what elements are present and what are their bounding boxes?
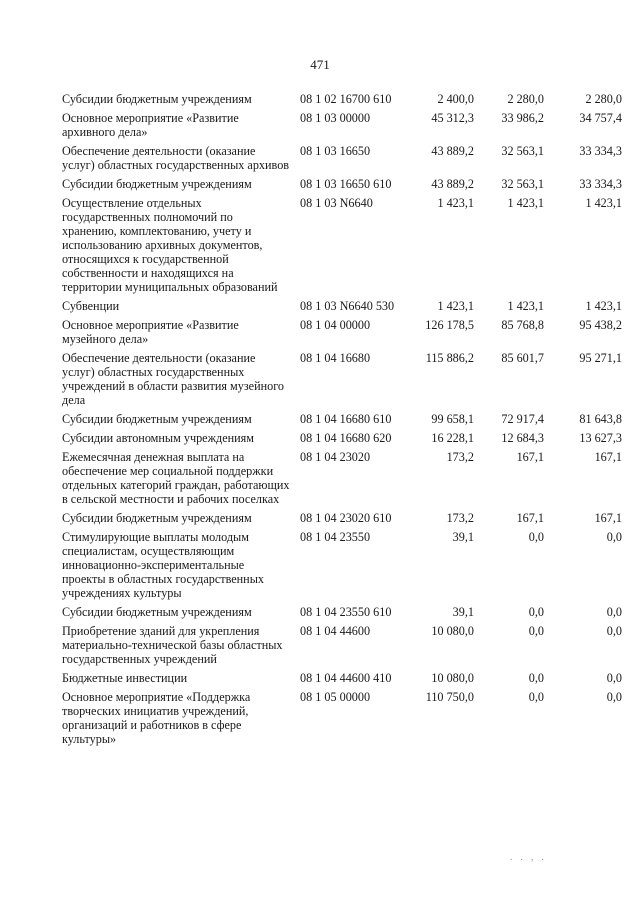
page-number: 471	[310, 57, 330, 72]
table-row	[62, 92, 622, 111]
row-value-2017: 10 080,0	[431, 624, 474, 638]
row-code: 08 1 04 23550	[300, 530, 371, 544]
row-name: Осуществление отдельных государственных полномочий по хранению, комплектованию, учету и использованию архивных документов, относящихся к государственной собственности и находящихся на территории муниципальных образований	[62, 196, 278, 294]
table-row	[62, 511, 622, 530]
row-value-2019: 0,0	[606, 605, 622, 619]
table-row	[62, 412, 622, 431]
row-name: Ежемесячная денежная выплата на обеспечение мер социальной поддержки отдельных категорий граждан, работающих в сельской местности и рабочих поселках	[62, 450, 290, 506]
row-name: Обеспечение деятельности (оказание услуг) областных государственных учреждений в области развития музейного дела	[62, 351, 285, 407]
row-value-2017: 115 886,2	[425, 351, 474, 365]
row-value-2019: 1 423,1	[585, 196, 622, 210]
row-value-2019: 167,1	[594, 450, 622, 464]
row-value-2018: 0,0	[528, 624, 544, 638]
row-name: Стимулирующие выплаты молодым специалистам, осуществляющим инновационно-экспериментальные проекты в областных государственных учреждениях культуры	[62, 530, 264, 600]
row-code: 08 1 03 16650 610	[300, 177, 392, 191]
row-value-2019: 95 271,1	[579, 351, 622, 365]
row-code: 08 1 03 16650	[300, 144, 371, 158]
row-value-2017: 39,1	[452, 530, 474, 544]
table-row	[62, 690, 622, 751]
row-name: Обеспечение деятельности (оказание услуг) областных государственных архивов	[62, 144, 290, 172]
row-value-2019: 0,0	[606, 671, 622, 685]
row-value-2017: 2 400,0	[437, 92, 474, 106]
row-name: Субсидии бюджетным учреждениям	[62, 177, 252, 191]
row-value-2017: 16 228,1	[431, 431, 474, 445]
row-code: 08 1 03 00000	[300, 111, 371, 125]
row-value-2019: 1 423,1	[585, 299, 622, 313]
table-row	[62, 299, 622, 318]
table-row	[62, 450, 622, 511]
row-code: 08 1 02 16700 610	[300, 92, 392, 106]
row-value-2019: 81 643,8	[579, 412, 622, 426]
row-name: Субвенции	[62, 299, 120, 313]
row-code: 08 1 04 16680	[300, 351, 371, 365]
row-value-2017: 99 658,1	[431, 412, 474, 426]
row-value-2018: 167,1	[516, 511, 544, 525]
row-value-2017: 110 750,0	[425, 690, 474, 704]
row-code: 08 1 04 23550 610	[300, 605, 392, 619]
row-value-2019: 34 757,4	[579, 111, 622, 125]
row-value-2018: 85 601,7	[501, 351, 544, 365]
row-value-2019: 0,0	[606, 690, 622, 704]
row-value-2018: 0,0	[528, 605, 544, 619]
row-value-2018: 33 986,2	[501, 111, 544, 125]
row-name: Основное мероприятие «Развитие архивного дела»	[62, 111, 239, 139]
row-code: 08 1 04 00000	[300, 318, 371, 332]
row-value-2019: 0,0	[606, 530, 622, 544]
row-value-2019: 95 438,2	[579, 318, 622, 332]
table-row	[62, 318, 622, 351]
table-row	[62, 196, 622, 299]
row-code: 08 1 03 N6640	[300, 196, 373, 210]
row-code: 08 1 04 23020 610	[300, 511, 392, 525]
row-value-2017: 45 312,3	[431, 111, 474, 125]
row-value-2019: 33 334,3	[579, 177, 622, 191]
row-name: Субсидии бюджетным учреждениям	[62, 605, 252, 619]
row-value-2018: 32 563,1	[501, 177, 544, 191]
row-name: Приобретение зданий для укрепления материально-технической базы областных государственных учреждений	[62, 624, 283, 666]
row-value-2018: 72 917,4	[501, 412, 544, 426]
row-code: 08 1 04 16680 610	[300, 412, 392, 426]
row-code: 08 1 04 16680 620	[300, 431, 392, 445]
row-value-2017: 173,2	[446, 511, 474, 525]
table-row	[62, 144, 622, 177]
row-name: Основное мероприятие «Развитие музейного дела»	[62, 318, 239, 346]
row-value-2018: 0,0	[528, 530, 544, 544]
row-value-2017: 10 080,0	[431, 671, 474, 685]
budget-table-body	[62, 92, 622, 751]
row-value-2017: 43 889,2	[431, 177, 474, 191]
table-row	[62, 431, 622, 450]
row-value-2018: 1 423,1	[507, 196, 544, 210]
budget-table	[62, 92, 622, 751]
row-code: 08 1 04 44600 410	[300, 671, 392, 685]
row-name: Бюджетные инвестиции	[62, 671, 188, 685]
row-value-2018: 12 684,3	[501, 431, 544, 445]
row-name: Субсидии автономным учреждениям	[62, 431, 254, 445]
row-value-2017: 39,1	[452, 605, 474, 619]
table-row	[62, 530, 622, 605]
row-value-2019: 0,0	[606, 624, 622, 638]
row-name: Субсидии бюджетным учреждениям	[62, 92, 252, 106]
row-name: Субсидии бюджетным учреждениям	[62, 412, 252, 426]
row-value-2019: 33 334,3	[579, 144, 622, 158]
table-row	[62, 671, 622, 690]
table-row	[62, 111, 622, 144]
row-name: Субсидии бюджетным учреждениям	[62, 511, 252, 525]
row-value-2018: 167,1	[516, 450, 544, 464]
row-value-2018: 0,0	[528, 671, 544, 685]
row-code: 08 1 04 44600	[300, 624, 371, 638]
row-value-2017: 173,2	[446, 450, 474, 464]
row-name: Основное мероприятие «Поддержка творческих инициатив учреждений, организаций и работников в сфере культуры»	[62, 690, 251, 746]
row-value-2018: 2 280,0	[507, 92, 544, 106]
row-code: 08 1 05 00000	[300, 690, 371, 704]
row-code: 08 1 04 23020	[300, 450, 371, 464]
row-value-2019: 13 627,3	[579, 431, 622, 445]
row-code: 08 1 03 N6640 530	[300, 299, 395, 313]
row-value-2018: 32 563,1	[501, 144, 544, 158]
table-row	[62, 351, 622, 412]
row-value-2019: 2 280,0	[585, 92, 622, 106]
table-row	[62, 177, 622, 196]
row-value-2018: 85 768,8	[501, 318, 544, 332]
row-value-2017: 43 889,2	[431, 144, 474, 158]
scan-mark: . . , .	[510, 852, 547, 862]
table-row	[62, 605, 622, 624]
row-value-2017: 1 423,1	[437, 299, 474, 313]
row-value-2018: 0,0	[528, 690, 544, 704]
table-row	[62, 624, 622, 671]
row-value-2019: 167,1	[594, 511, 622, 525]
row-value-2017: 126 178,5	[425, 318, 474, 332]
row-value-2018: 1 423,1	[507, 299, 544, 313]
row-value-2017: 1 423,1	[437, 196, 474, 210]
